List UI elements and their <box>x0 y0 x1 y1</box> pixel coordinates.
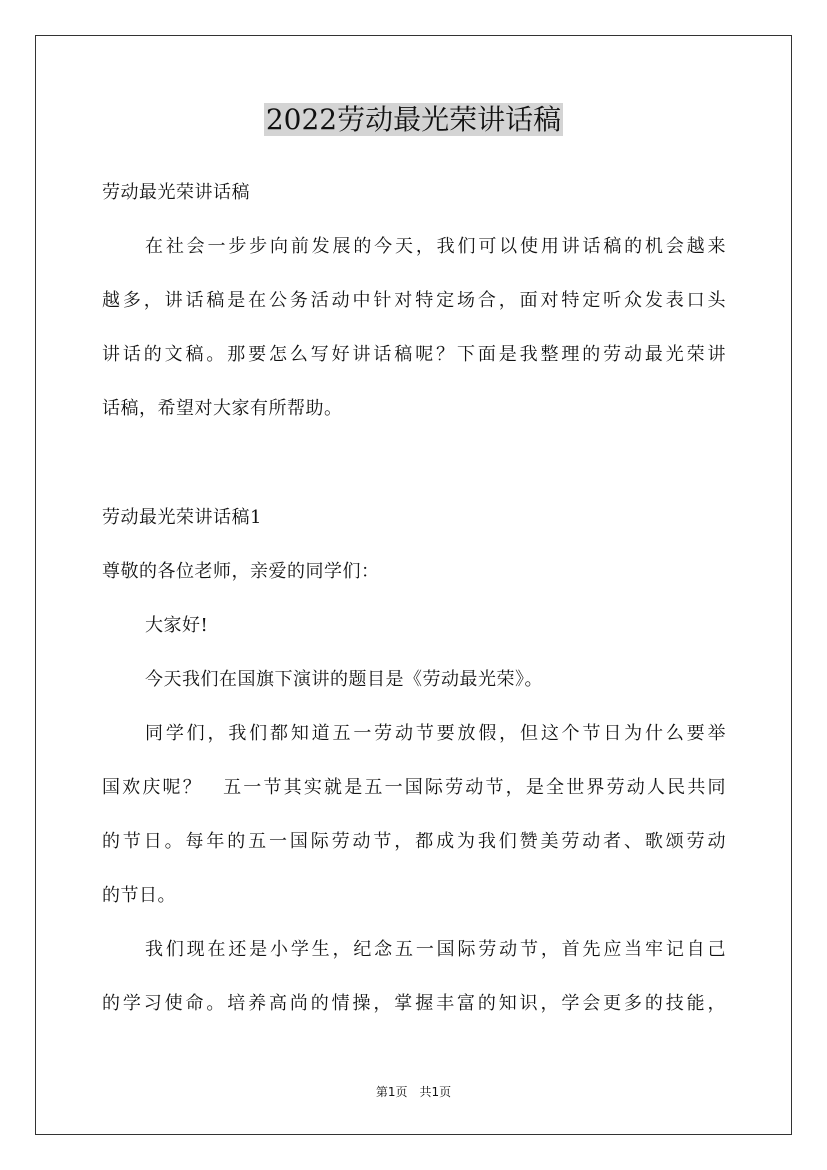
topic-line: 今天我们在国旗下演讲的题目是《劳动最光荣》。 <box>145 669 543 690</box>
document-title <box>0 98 827 142</box>
salutation: 尊敬的各位老师，亲爱的同学们： <box>102 561 380 582</box>
greeting: 大家好! <box>145 615 209 636</box>
paragraph-2-line-2: 国欢庆呢？ 五一节其实就是五一国际劳动节，是全世界劳动人民共同 <box>102 777 726 798</box>
intro-line-4: 话稿，希望对大家有所帮助。 <box>102 398 343 419</box>
intro-line-1: 在社会一步步向前发展的今天，我们可以使用讲话稿的机会越来 <box>145 236 726 257</box>
paragraph-2-line-1: 同学们，我们都知道五一劳动节要放假，但这个节日为什么要举 <box>145 723 726 744</box>
paragraph-2-line-3: 的节日。每年的五一国际劳动节，都成为我们赞美劳动者、歌颂劳动 <box>102 831 726 852</box>
paragraph-3-line-2: 的学习使命。培养高尚的情操，掌握丰富的知识，学会更多的技能， <box>102 993 726 1014</box>
paragraph-2-line-4: 的节日。 <box>102 885 176 906</box>
title-text: 2022劳动最光荣讲话稿 <box>265 103 562 136</box>
section-heading: 劳动最光荣讲话稿1 <box>102 507 262 528</box>
subtitle: 劳动最光荣讲话稿 <box>102 182 250 203</box>
intro-line-3: 讲话的文稿。那要怎么写好讲话稿呢？下面是我整理的劳动最光荣讲 <box>102 344 726 365</box>
paragraph-3-line-1: 我们现在还是小学生，纪念五一国际劳动节，首先应当牢记自己 <box>145 939 726 960</box>
page-footer: 第1页 共1页 <box>375 1085 452 1099</box>
intro-line-2: 越多，讲话稿是在公务活动中针对特定场合，面对特定听众发表口头 <box>102 290 726 311</box>
